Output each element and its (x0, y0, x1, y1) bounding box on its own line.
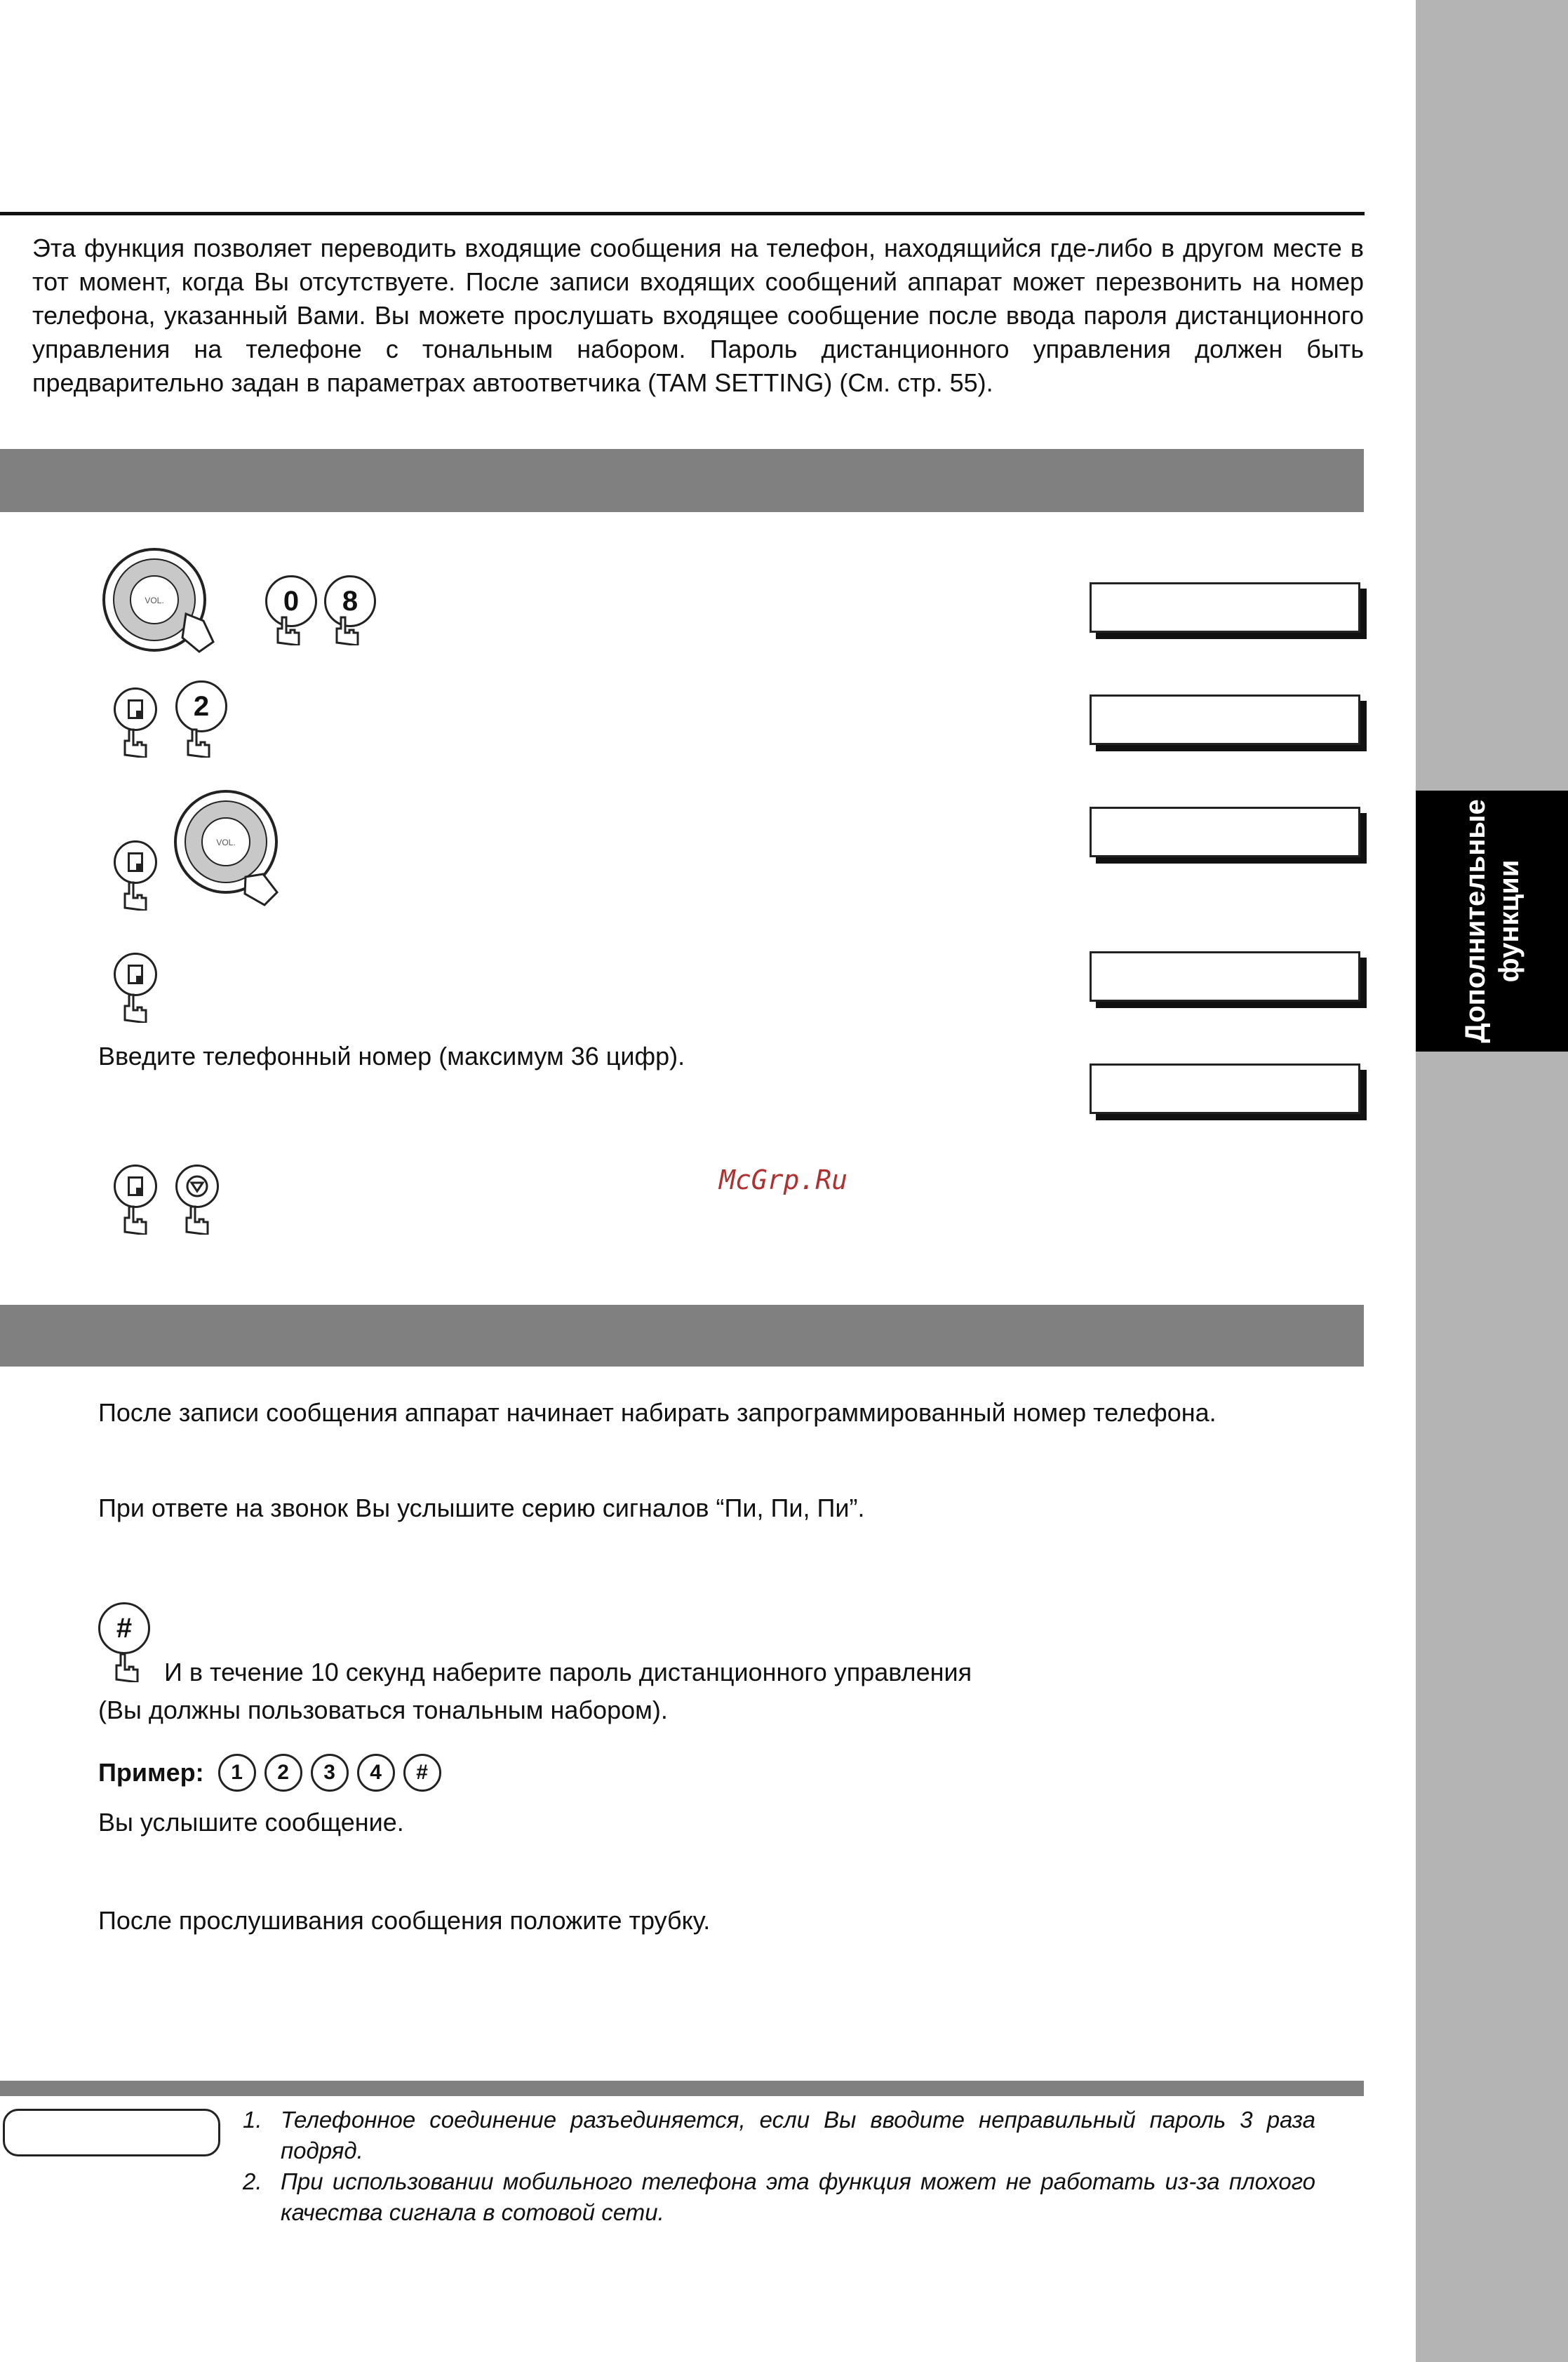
key-8[interactable]: 8 (324, 575, 376, 627)
section-tab (1416, 791, 1568, 1052)
hand-pointer-icon (274, 615, 303, 645)
operation-line-2: При ответе на звонок Вы услышите серию сигналов “Пи, Пи, Пи”. (98, 1494, 865, 1522)
note-item: 1. Телефонное соединение разъединяется, если Вы вводите неправильный пароль 3 раза подряд. (243, 2107, 1315, 2163)
stop-key[interactable] (175, 1165, 219, 1208)
operation-line-4: (Вы должны пользоваться тональным набором). (98, 1696, 668, 1724)
example-label: Пример: (98, 1758, 204, 1787)
svg-text:VOL.: VOL. (145, 596, 164, 605)
set-icon (128, 965, 143, 984)
hand-pointer-icon (121, 1204, 150, 1235)
watermark: McGrp.Ru (719, 1165, 848, 1195)
example-key-hash: # (403, 1754, 441, 1792)
example-key-3: 3 (311, 1754, 349, 1792)
svg-text:VOL.: VOL. (216, 838, 236, 847)
operation-line-1: После записи сообщения аппарат начинает набирать запрограммированный номер телефона. (98, 1398, 1217, 1427)
section-tab-line1: Дополнительные (1459, 799, 1491, 1043)
section-header-band-1 (0, 449, 1364, 512)
key-0[interactable]: 0 (265, 575, 317, 627)
lcd-display-3 (1090, 807, 1360, 857)
navigation-pad-icon (98, 547, 225, 659)
hash-key[interactable]: # (98, 1602, 150, 1654)
key-2[interactable]: 2 (175, 680, 227, 732)
set-key[interactable] (114, 840, 157, 884)
hand-pointer-icon (121, 880, 150, 911)
example-key-4: 4 (357, 1754, 395, 1792)
stop-icon (185, 1174, 209, 1198)
hand-pointer-icon (184, 727, 213, 758)
note-item: 2. При использовании мобильного телефона эта функция может не работать из-за плохого качества сигнала в сотовой сети. (243, 2168, 1315, 2225)
operation-line-6: После прослушивания сообщения положите трубку. (98, 1906, 711, 1935)
enter-number-instruction: Введите телефонный номер (максимум 36 цифр). (98, 1042, 685, 1071)
notes-list (239, 2105, 1315, 2228)
top-rule (0, 212, 1365, 215)
hand-pointer-icon (121, 727, 150, 758)
section-tab-line2: функции (1493, 859, 1525, 983)
intro-paragraph: Эта функция позволяет переводить входящие сообщения на телефон, находящийся где-либо в другом месте в тот момент, когда Вы отсутствуете. После записи входящих сообщений аппарат может перезвонить на номер телефона, указанный Вами. Вы можете прослушать входящее сообщение после ввода пароля дистанционного управления на телефоне с тональным набором. Пароль дистанционного управления должен быть предварительно задан в параметрах автоответчика (TAM SETTING) (См. стр. 55). (32, 234, 1364, 397)
lcd-display-1 (1090, 582, 1360, 633)
side-strip (1416, 0, 1568, 2362)
hand-pointer-icon (182, 1204, 212, 1235)
hand-pointer-icon (121, 992, 150, 1023)
example-key-2: 2 (264, 1754, 302, 1792)
lcd-display-2 (1090, 694, 1360, 745)
section-header-band-2 (0, 1305, 1364, 1367)
note-badge (3, 2109, 220, 2156)
hand-pointer-icon (333, 615, 362, 645)
example-row (98, 1754, 450, 1792)
set-key[interactable] (114, 953, 157, 996)
set-icon (128, 852, 143, 872)
navigation-pad-icon (168, 786, 295, 912)
lcd-display-5 (1090, 1063, 1360, 1114)
set-key[interactable] (114, 687, 157, 731)
set-icon (128, 699, 143, 719)
hand-pointer-icon (112, 1651, 142, 1682)
operation-line-3: И в течение 10 секунд наберите пароль дистанционного управления (164, 1658, 972, 1686)
set-key[interactable] (114, 1165, 157, 1208)
set-icon (128, 1176, 143, 1196)
notes-rule (0, 2081, 1364, 2096)
example-key-1: 1 (218, 1754, 256, 1792)
lcd-display-4 (1090, 951, 1360, 1002)
operation-line-5: Вы услышите сообщение. (98, 1808, 404, 1837)
